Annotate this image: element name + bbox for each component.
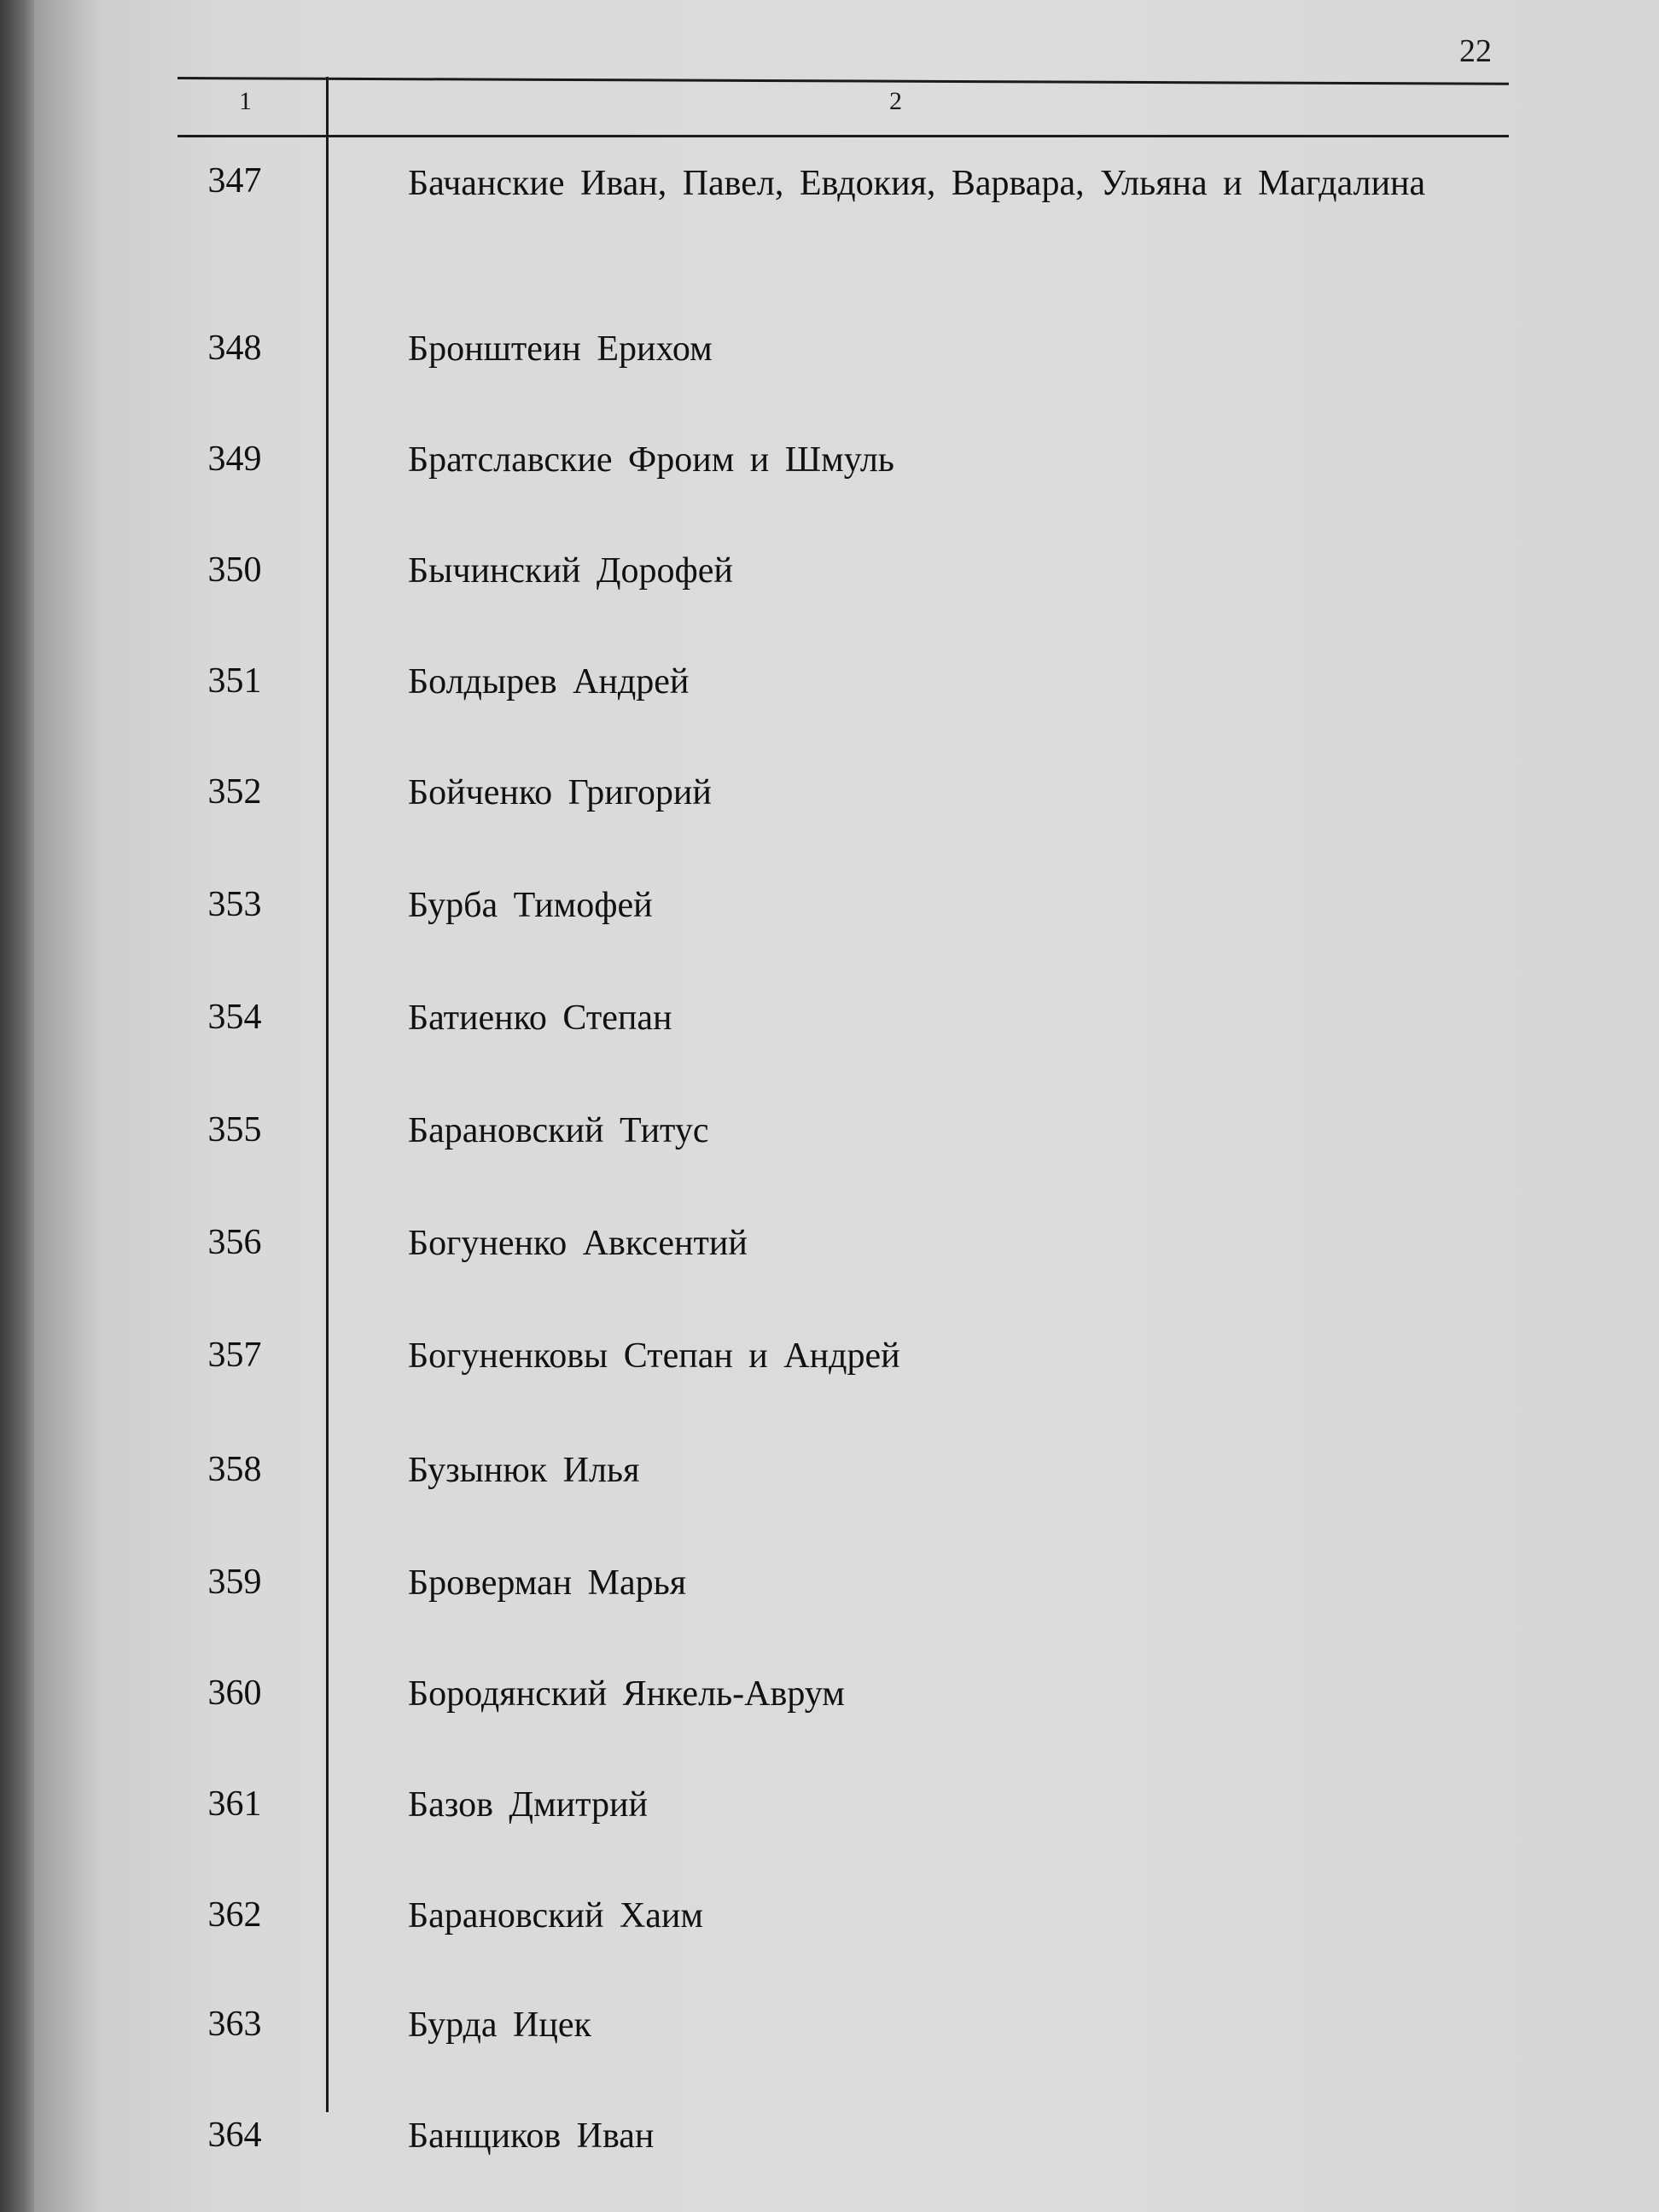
row-number: 353 (207, 885, 262, 924)
row-number: 347 (207, 161, 262, 201)
row-name: Бачанские Иван, Павел, Евдокия, Варвара, Ульяна и Магдалина (408, 164, 1426, 203)
row-name: Бородянский Янкель-Аврум (408, 1674, 845, 1714)
row-name: Бузынюк Илья (408, 1451, 640, 1490)
row-name: Батиенко Степан (408, 998, 672, 1038)
row-name: Бурба Тимофей (408, 886, 653, 925)
page-number: 22 (1459, 33, 1492, 69)
row-number: 349 (207, 439, 262, 479)
row-number: 350 (207, 550, 262, 590)
row-number: 363 (207, 2005, 262, 2044)
row-name: Бронштеин Ерихом (408, 329, 713, 369)
row-name: Бойченко Григорий (408, 773, 712, 812)
row-name: Бурда Ицек (408, 2005, 591, 2045)
row-name: Богуненковы Степан и Андрей (408, 1336, 900, 1376)
row-number: 361 (207, 1784, 262, 1824)
row-name: Банщиков Иван (408, 2116, 655, 2156)
row-number: 348 (207, 329, 262, 368)
row-name: Барановский Хаим (408, 1896, 703, 1936)
row-number: 362 (207, 1895, 262, 1935)
column-header-name: 2 (889, 87, 902, 115)
row-number: 360 (207, 1674, 262, 1713)
row-number: 355 (207, 1110, 262, 1150)
row-name: Богуненко Авксентий (408, 1224, 748, 1263)
row-name: Броверман Марья (408, 1563, 687, 1603)
row-name: Бычинский Дорофей (408, 551, 733, 591)
row-name: Болдырев Андрей (408, 662, 690, 701)
row-number: 354 (207, 998, 262, 1037)
row-number: 364 (207, 2116, 262, 2155)
row-number: 351 (207, 661, 262, 701)
register-table (34, 0, 1659, 2212)
row-number: 357 (207, 1336, 262, 1375)
book-binding-shadow (0, 0, 34, 2212)
row-name: Братславские Фроим и Шмуль (408, 440, 894, 480)
row-number: 356 (207, 1223, 262, 1262)
column-header-number: 1 (239, 87, 252, 115)
row-number: 358 (207, 1450, 262, 1489)
row-number: 359 (207, 1563, 262, 1602)
row-name: Базов Дмитрий (408, 1785, 648, 1825)
row-number: 352 (207, 772, 262, 812)
document-page (34, 0, 1659, 2212)
row-name: Барановский Титус (408, 1111, 709, 1150)
